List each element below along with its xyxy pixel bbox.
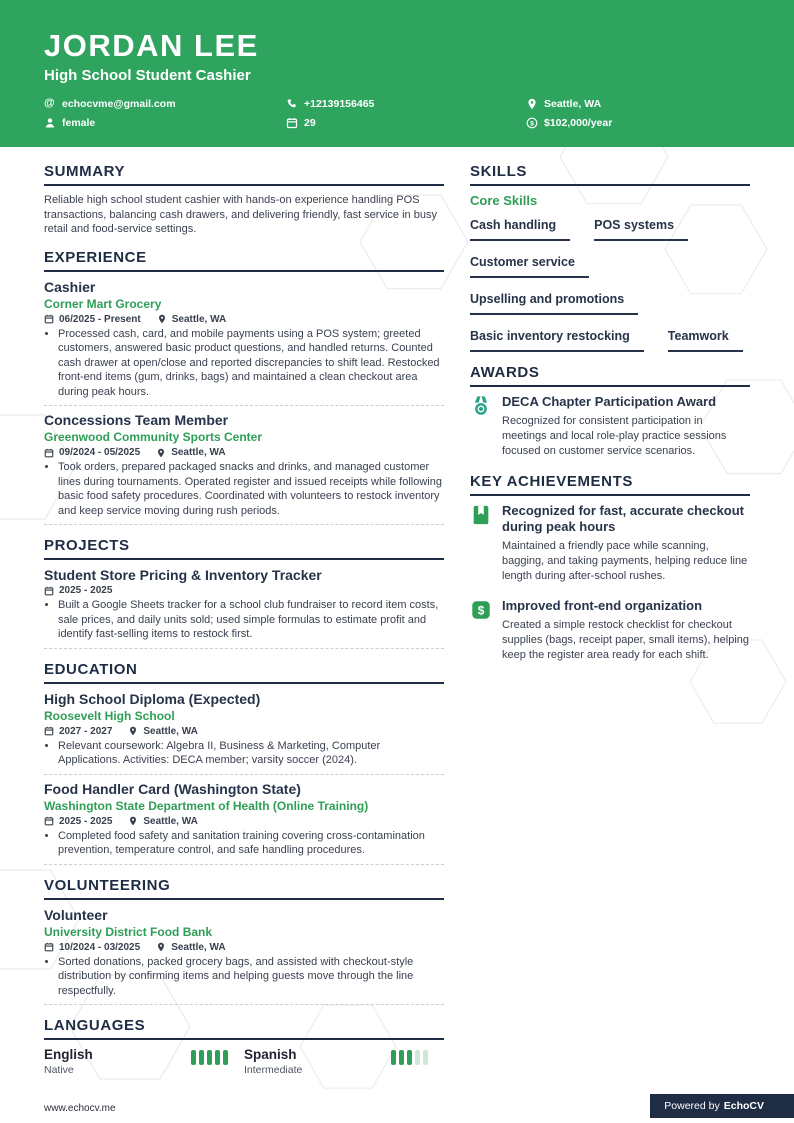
contact-gender [44,117,286,129]
school-name: Washington State Department of Health (Online Training) [44,798,369,813]
contact-info [44,98,750,129]
language-name: English [44,1047,93,1063]
calendar-icon [44,816,54,826]
bullet-item: • Completed food safety and sanitation training covering cross-contamination prevention, temperature control, and safe handling procedures. [58,829,444,858]
skill-item: POS systems [594,218,688,241]
languages-heading: LANGUAGES [44,1017,444,1040]
calendar-icon [44,586,54,596]
organization-name: University District Food Bank [44,924,213,939]
candidate-name: JORDAN LEE [44,28,259,63]
company-name: Greenwood Community Sports Center [44,430,263,445]
bullet-item: • Took orders, prepared packaged snacks and drinks, and managed customer lines during tournaments. Operated register and issued receipts while following basic food safety procedures. Coordinated with volunteers to restock inventory and keep service moving during rush periods. [58,460,444,518]
dollar-badge-icon [470,599,492,621]
award-item [470,394,750,459]
education-entry [44,781,444,865]
entry-meta [44,816,444,827]
summary-text: Reliable high school student cashier with hands-on experience handling POS transactions, balancing cash drawers, and delivering friendly, fast service in busy retail and food-service settings. [44,194,437,236]
location-pin-icon [156,942,166,952]
date-range: 10/2024 - 03/2025 [44,942,140,953]
contact-salary [526,117,750,129]
location-pin-icon [128,816,138,826]
location-pin-icon [156,448,166,458]
location-pin-icon [157,314,167,324]
experience-section [44,249,444,526]
volunteering-heading: VOLUNTEERING [44,877,444,900]
award-description: Recognized for consistent participation in meetings and local role-play practice sessions focused on customer service scenarios. [502,415,727,457]
entry-location: Seattle, WA [156,942,225,953]
age-value: 29 [304,117,316,129]
skills-list [470,218,750,352]
key-achievements-section [470,473,750,663]
date-range: 09/2024 - 05/2025 [44,447,140,458]
skill-item: Upselling and promotions [470,292,638,315]
entry-meta [44,942,444,953]
location-pin-icon [526,98,538,110]
skill-group-title: Core Skills [470,193,538,208]
awards-section [470,364,750,459]
languages-row [44,1047,444,1076]
projects-section [44,537,444,649]
skill-item: Teamwork [668,329,743,352]
language-item [44,1047,244,1076]
languages-section [44,1017,444,1076]
language-level-bars [191,1050,228,1065]
education-entry [44,691,444,775]
entry-meta [44,585,444,596]
achievement-description: Created a simple restock checklist for checkout supplies (bags, receipt paper, small items), helping keep the register area ready for each shift. [502,619,750,661]
contact-location [526,98,750,110]
bullet-item: • Processed cash, card, and mobile payments using a POS system; greeted customers, answered basic product questions, and handled returns. Counted cash drawer at open/close and reported discrepancies to shift lead. Restocked front-end items (gum, drinks, bags) and maintained a clean checkout area during peak hours. [58,327,444,400]
bullet-list [44,460,444,518]
job-title: Concessions Team Member [44,412,229,429]
bullet-item: • Relevant coursework: Algebra II, Business & Marketing, Computer Applications. Activities: DECA member; varsity soccer (2024). [58,739,444,768]
right-column [470,163,750,1088]
bullet-item: • Built a Google Sheets tracker for a school club fundraiser to record item costs, sale prices, and daily units sold; used simple formulas to estimate profit and identify fast-selling items to restock first. [58,598,444,642]
salary-icon [526,117,538,129]
experience-heading: EXPERIENCE [44,249,444,272]
achievement-title: Improved front-end organization [502,597,703,613]
bullet-list [44,327,444,400]
degree-title: High School Diploma (Expected) [44,690,261,707]
skill-item: Customer service [470,255,589,278]
entry-meta [44,314,444,325]
email-icon: @ [44,97,55,109]
contact-age [286,117,526,129]
language-level-bars [391,1050,428,1065]
achievement-body [502,598,750,663]
skill-item: Cash handling [470,218,570,241]
school-name: Roosevelt High School [44,708,175,723]
candidate-title: High School Student Cashier [44,67,251,84]
language-label [44,1047,93,1076]
entry-location: Seattle, WA [128,816,197,827]
skills-section [470,163,750,352]
calendar-icon [44,448,54,458]
calendar-icon [286,117,298,129]
summary-section [44,163,444,237]
calendar-icon [44,942,54,952]
job-title: Cashier [44,278,96,295]
salary-value: $102,000/year [544,117,613,129]
achievement-title: Recognized for fast, accurate checkout during peak hours [502,502,745,535]
degree-title: Food Handler Card (Washington State) [44,780,301,797]
powered-by-badge[interactable] [650,1094,794,1118]
bullet-list [44,955,444,999]
achievement-item [470,598,750,663]
experience-entry [44,279,444,407]
skill-item: Basic inventory restocking [470,329,644,352]
achievement-description: Maintained a friendly pace while scanning, bagging, and taking payments, helping reduce line length during after-school rushes. [502,540,748,582]
language-level-label: Native [44,1064,74,1077]
content-columns [0,147,794,1088]
summary-heading: SUMMARY [44,163,444,186]
date-range: 2025 - 2025 [44,816,112,827]
entry-meta [44,447,444,458]
language-item [244,1047,444,1076]
language-name: Spanish [244,1047,297,1063]
website-link[interactable]: www.echocv.me [44,1103,116,1114]
bullet-list [44,598,444,642]
language-level-label: Intermediate [244,1064,303,1077]
calendar-icon [44,726,54,736]
header [0,0,794,147]
education-section [44,661,444,865]
contact-phone [286,98,526,110]
location-pin-icon [128,726,138,736]
bullet-list [44,829,444,858]
achievement-body [502,503,750,584]
date-range: 2027 - 2027 [44,726,112,737]
role-title: Volunteer [44,906,108,923]
contact-email [44,98,286,110]
key-achievements-heading: KEY ACHIEVEMENTS [470,473,750,496]
entry-location: Seattle, WA [156,447,225,458]
phone-icon [286,98,298,110]
language-label [244,1047,302,1076]
date-range: 06/2025 - Present [44,314,141,325]
phone-value: +12139156465 [304,98,375,110]
email-value: echocvme@gmail.com [62,98,176,110]
person-icon [44,117,56,129]
education-heading: EDUCATION [44,661,444,684]
entry-location: Seattle, WA [128,726,197,737]
award-body [502,394,750,459]
echocv-brand: EchoCV [723,1100,764,1112]
gender-value: female [62,117,96,129]
bullet-item: • Sorted donations, packed grocery bags, and assisted with checkout-style distribution by confirming items and helping guests move through the line respectfully. [58,955,444,999]
calendar-icon [44,314,54,324]
date-range: 2025 - 2025 [44,585,112,596]
medal-icon [470,395,492,417]
award-title: DECA Chapter Participation Award [502,394,717,409]
location-value: Seattle, WA [544,98,602,110]
achievement-item [470,503,750,584]
bullet-list [44,739,444,768]
svg-text:$: $ [477,603,485,618]
left-column [44,163,444,1088]
projects-heading: PROJECTS [44,537,444,560]
volunteering-section [44,877,444,1006]
powered-by-label: Powered by [664,1100,720,1112]
awards-heading: AWARDS [470,364,750,387]
project-entry [44,567,444,649]
project-title: Student Store Pricing & Inventory Tracker [44,567,322,584]
volunteering-entry [44,907,444,1006]
entry-meta [44,726,444,737]
book-icon [470,504,492,526]
experience-entry [44,412,444,525]
svg-text:$: $ [530,120,534,128]
entry-location: Seattle, WA [157,314,226,325]
company-name: Corner Mart Grocery [44,296,162,311]
skills-heading: SKILLS [470,163,750,186]
